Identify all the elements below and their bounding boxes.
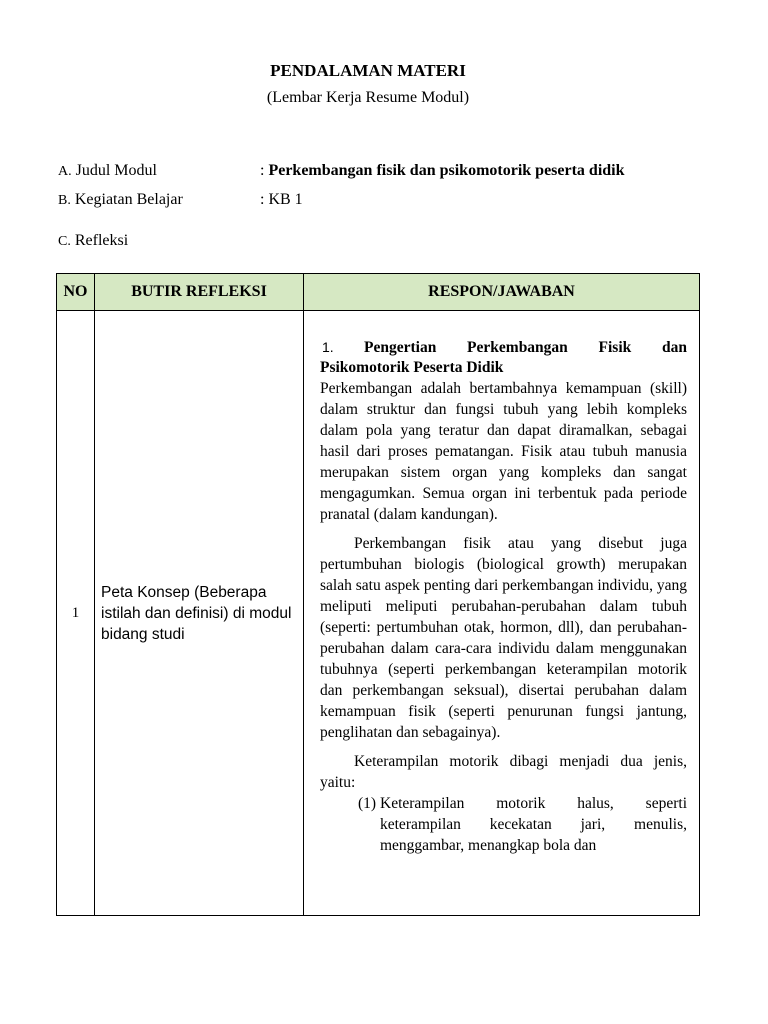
meta-kegiatan-colon: : [260,191,265,208]
meta-kegiatan-belajar [58,189,303,212]
meta-refleksi [58,230,128,253]
header-respon-jawaban: RESPON/JAWABAN [304,274,700,311]
respon-heading-number: 1. [322,339,334,355]
respon-paragraph-2: Perkembangan fisik atau yang disebut juga pertumbuhan biologis (biological growth) merupakan salah satu aspek penting dari perkembangan individu, yang meliputi meliputi perubahan-perubahan dalam tubuh (seperti: pertumbuhan otak, hormon, dll), dan perubahan-perubahan dalam cara-cara individu dalam menggunakan tubuhnya (seperti perkembangan keterampilan motorik dan perkembangan seksual), disertai perubahan dalam kemampuan fisik (seperti penurunan fungsi jantung, penglihatan dan sebagainya). [320,535,687,741]
meta-kegiatan-value: KB 1 [268,191,303,208]
respon-heading-text: Pengertian Perkembangan Fisik dan Psikomotorik Peserta Didik [320,339,687,376]
page-title: PENDALAMAN MATERI [270,61,466,80]
respon-heading [320,337,687,378]
list-item-text: Keterampilan motorik halus, seperti keterampilan kecekatan jari, menulis, menggambar, menangkap bola dan [380,795,687,854]
meta-refleksi-letter: C. [58,234,71,249]
header-butir-refleksi: BUTIR REFLEKSI [95,274,304,311]
respon-paragraph-3: Keterampilan motorik dibagi menjadi dua jenis, yaitu: [320,753,687,791]
respon-paragraph-1: Perkembangan adalah bertambahnya kemampuan (skill) dalam struktur dan fungsi tubuh yang lebih kompleks dalam pola yang teratur dan dapat diramalkan, sebagai hasil dari proses pematangan. Fisik atau tubuh manusia merupakan sistem organ yang kompleks dan sangat mengagumkan. Semua organ ini terbentuk pada periode pranatal (dalam kandungan). [320,380,687,523]
row-number: 1 [57,311,95,916]
meta-judul-modul [58,160,625,183]
meta-judul-colon: : [260,162,265,179]
meta-kegiatan-label: Kegiatan Belajar [74,191,183,208]
table-row [57,311,700,916]
meta-judul-letter: A. [58,164,72,179]
list-item [320,793,687,856]
meta-judul-value: Perkembangan fisik dan psikomotorik peserta didik [268,162,625,179]
meta-judul-label: Judul Modul [75,162,157,179]
page-subtitle: (Lembar Kerja Resume Modul) [266,89,470,106]
table-header-row [57,274,700,311]
meta-kegiatan-letter: B. [58,193,71,208]
row-butir-refleksi: Peta Konsep (Beberapa istilah dan definisi) di modul bidang studi [95,311,304,916]
meta-refleksi-label: Refleksi [74,232,129,249]
header-no: NO [57,274,95,311]
reflection-table [56,273,700,916]
row-respon-jawaban [304,311,700,916]
list-item-number: (1) [358,795,377,812]
